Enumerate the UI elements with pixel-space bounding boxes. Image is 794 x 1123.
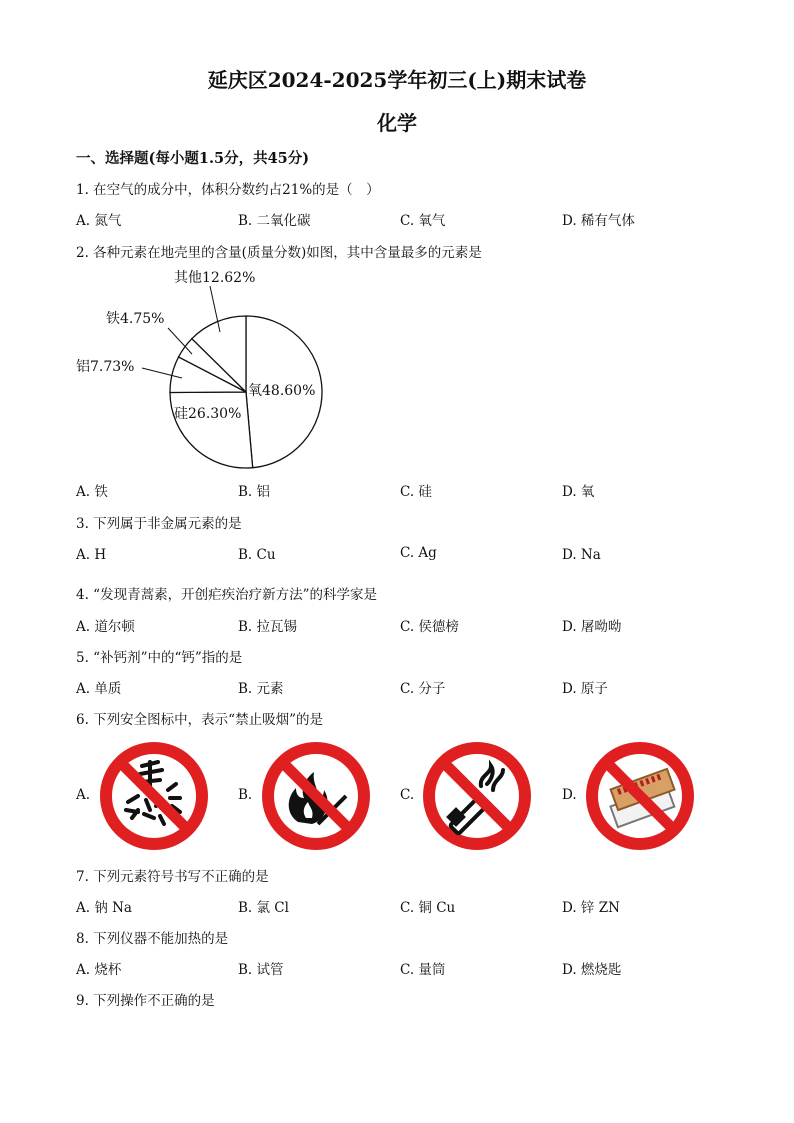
section-heading: 一、选择题(每小题1.5分，共45分): [76, 150, 310, 167]
q4-option-b[interactable]: B. 拉瓦锡: [238, 619, 298, 635]
q7-option-d[interactable]: D. 锌 ZN: [562, 900, 620, 916]
pie-label-silicon: 硅26.30%: [174, 406, 242, 422]
q1-option-a[interactable]: A. 氮气: [76, 213, 122, 229]
q6-option-b-label[interactable]: B.: [238, 787, 253, 803]
q8-option-c[interactable]: C. 量筒: [400, 962, 446, 978]
q2-option-c[interactable]: C. 硅: [400, 484, 432, 500]
q7-option-a[interactable]: A. 钠 Na: [76, 900, 132, 916]
q8-option-b[interactable]: B. 试管: [238, 962, 284, 978]
q1-option-d[interactable]: D. 稀有气体: [562, 213, 635, 229]
question-5-stem: 5. “补钙剂”中的“钙”指的是: [76, 650, 243, 666]
no-fireworks-icon[interactable]: [98, 740, 210, 852]
question-8-stem: 8. 下列仪器不能加热的是: [76, 931, 229, 947]
q1-option-b[interactable]: B. 二氧化碳: [238, 213, 311, 229]
q3-option-c[interactable]: C. Ag: [400, 545, 437, 561]
q7-option-c[interactable]: C. 铜 Cu: [400, 900, 456, 916]
q2-option-d[interactable]: D. 氧: [562, 484, 595, 500]
pie-label-oxygen: 氧48.60%: [248, 383, 316, 399]
q4-option-d[interactable]: D. 屠呦呦: [562, 619, 622, 635]
q3-option-a[interactable]: A. H: [76, 547, 107, 563]
q5-option-d[interactable]: D. 原子: [562, 681, 608, 697]
q8-option-d[interactable]: D. 燃烧匙: [562, 962, 622, 978]
no-matches-icon[interactable]: [584, 740, 696, 852]
q4-option-c[interactable]: C. 侯德榜: [400, 619, 459, 635]
pie-label-iron: 铁4.75%: [106, 311, 165, 327]
question-3-stem: 3. 下列属于非金属元素的是: [76, 516, 242, 532]
q4-option-a[interactable]: A. 道尔顿: [76, 619, 135, 635]
q2-option-b[interactable]: B. 铝: [238, 484, 271, 500]
question-6-stem: 6. 下列安全图标中，表示“禁止吸烟”的是: [76, 712, 323, 728]
q3-option-d[interactable]: D. Na: [562, 547, 601, 563]
pie-label-aluminum: 铝7.73%: [76, 359, 135, 375]
question-1-stem: 1. 在空气的成分中，体积分数约占21%的是（ ）: [76, 182, 380, 198]
subject-title: 化学: [377, 111, 417, 135]
pie-label-other: 其他12.62%: [174, 270, 256, 286]
no-open-flame-icon[interactable]: [260, 740, 372, 852]
pie-leader-iron: [168, 328, 192, 354]
question-7-stem: 7. 下列元素符号书写不正确的是: [76, 869, 269, 885]
question-4-stem: 4. “发现青蒿素，开创疟疾治疗新方法”的科学家是: [76, 587, 377, 603]
q6-option-c-label[interactable]: C.: [400, 787, 415, 803]
q6-option-a-label[interactable]: A.: [76, 787, 91, 803]
q7-option-b[interactable]: B. 氯 Cl: [238, 900, 289, 916]
q1-option-c[interactable]: C. 氧气: [400, 213, 446, 229]
question-2-stem: 2. 各种元素在地壳里的含量(质量分数)如图，其中含量最多的元素是: [76, 245, 482, 261]
q8-option-a[interactable]: A. 烧杯: [76, 962, 122, 978]
pie-slice-silicon: [170, 392, 253, 468]
q5-option-a[interactable]: A. 单质: [76, 681, 122, 697]
q2-option-a[interactable]: A. 铁: [76, 484, 108, 500]
crust-elements-pie-chart: [70, 262, 330, 472]
no-smoking-icon[interactable]: [421, 740, 533, 852]
q3-option-b[interactable]: B. Cu: [238, 547, 276, 563]
q5-option-b[interactable]: B. 元素: [238, 681, 284, 697]
question-9-stem: 9. 下列操作不正确的是: [76, 993, 215, 1009]
exam-title: 延庆区2024-2025学年初三(上)期末试卷: [207, 68, 587, 92]
q6-option-d-label[interactable]: D.: [562, 787, 577, 803]
q5-option-c[interactable]: C. 分子: [400, 681, 446, 697]
